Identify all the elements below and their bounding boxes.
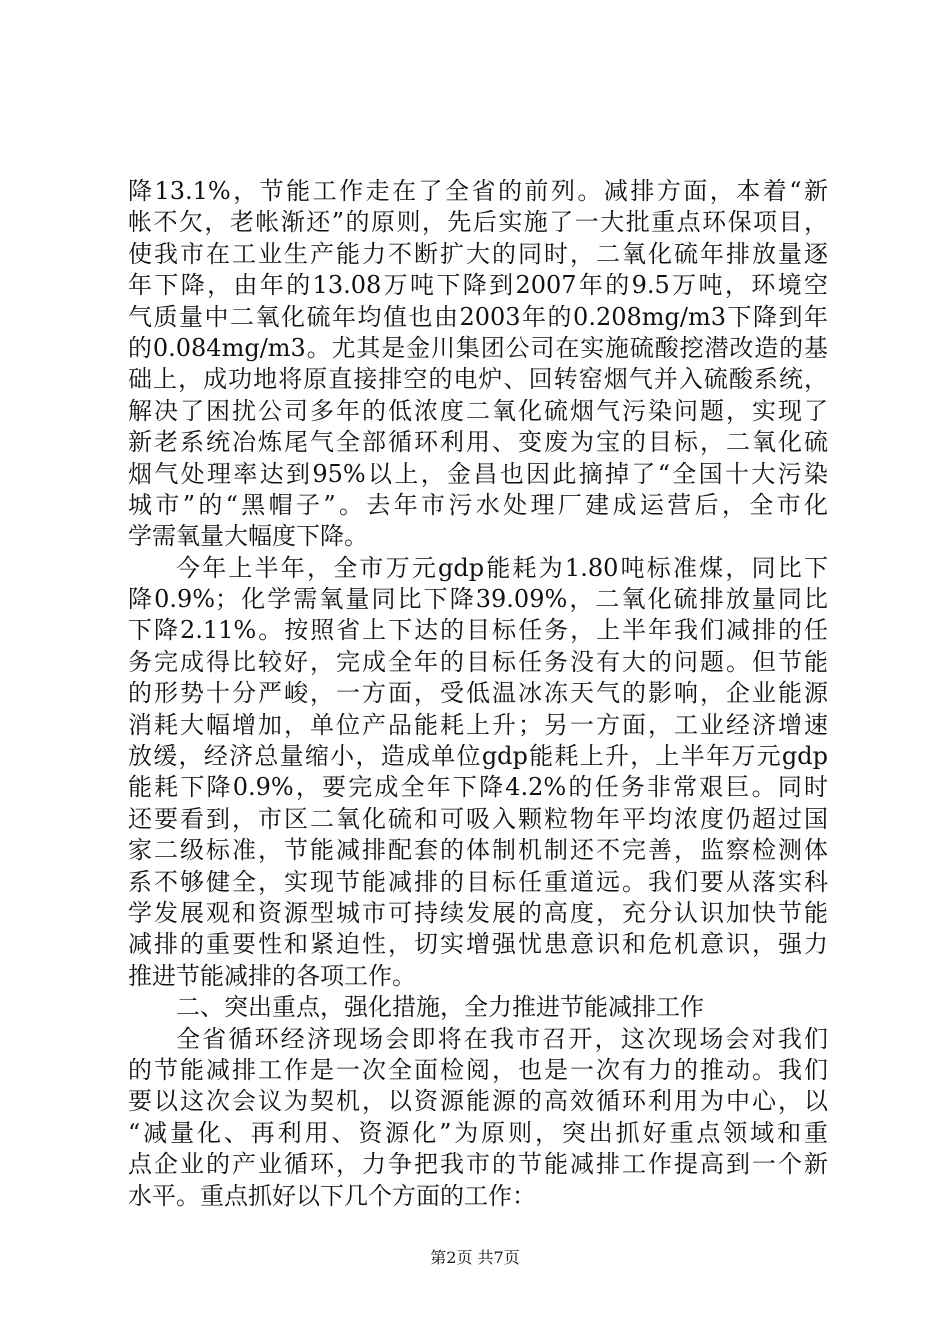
text-line: 城市”的“黑帽子”。去年市污水处理厂建成运营后，全市化 [128, 490, 828, 519]
text-line: 下降2.11%。按照省上下达的目标任务，上半年我们减排的任 [128, 616, 828, 645]
text-line: 础上，成功地将原直接排空的电炉、回转窑烟气并入硫酸系统， [128, 365, 828, 394]
text-line: 系不够健全，实现节能减排的目标任重道远。我们要从落实科 [128, 867, 828, 896]
text-line: 推进节能减排的各项工作。 [128, 961, 416, 990]
text-line: 帐不欠，老帐渐还”的原则，先后实施了一大批重点环保项目， [128, 208, 828, 237]
text-line: 务完成得比较好，完成全年的目标任务没有大的问题。但节能 [128, 647, 828, 676]
text-line: 减排的重要性和紧迫性，切实增强忧患意识和危机意识，强力 [128, 930, 828, 959]
text-line: 今年上半年，全市万元gdp能耗为1.80吨标准煤，同比下 [176, 553, 828, 582]
text-line: 全省循环经济现场会即将在我市召开，这次现场会对我们 [176, 1024, 828, 1053]
text-line: 年下降，由年的13.08万吨下降到2007年的9.5万吨，环境空 [128, 271, 828, 300]
text-line: 烟气处理率达到95%以上，金昌也因此摘掉了“全国十大污染 [128, 459, 828, 488]
text-line: 气质量中二氧化硫年均值也由2003年的0.208mg/m3下降到年 [128, 302, 828, 331]
text-line: 学发展观和资源型城市可持续发展的高度，充分认识加快节能 [128, 898, 828, 927]
text-line: 降0.9%；化学需氧量同比下降39.09%，二氧化硫排放量同比 [128, 585, 828, 614]
text-line: 学需氧量大幅度下降。 [128, 522, 368, 551]
text-line: 能耗下降0.9%，要完成全年下降4.2%的任务非常艰巨。同时 [128, 773, 828, 802]
text-line: 的形势十分严峻，一方面，受低温冰冻天气的影响，企业能源 [128, 679, 828, 708]
text-line: 消耗大幅增加，单位产品能耗上升；另一方面，工业经济增速 [128, 710, 828, 739]
text-line: 使我市在工业生产能力不断扩大的同时，二氧化硫年排放量逐 [128, 239, 828, 268]
text-line: 新老系统冶炼尾气全部循环利用、变废为宝的目标，二氧化硫 [128, 428, 828, 457]
text-line: 还要看到，市区二氧化硫和可吸入颗粒物年平均浓度仍超过国 [128, 804, 828, 833]
page-number-footer: 第2页 共7页 [430, 1248, 520, 1267]
text-line: 放缓，经济总量缩小，造成单位gdp能耗上升，上半年万元gdp [128, 742, 828, 771]
text-line: 要以这次会议为契机，以资源能源的高效循环利用为中心，以 [128, 1087, 828, 1116]
text-line: 水平。重点抓好以下几个方面的工作： [128, 1181, 536, 1210]
text-line: 家二级标准，节能减排配套的体制机制还不完善，监察检测体 [128, 836, 828, 865]
text-line: 的0.084mg/m3。尤其是金川集团公司在实施硫酸挖潜改造的基 [128, 333, 828, 362]
text-line: 降13.1%，节能工作走在了全省的前列。减排方面，本着“新 [128, 177, 828, 205]
text-line: 点企业的产业循环，力争把我市的节能减排工作提高到一个新 [128, 1150, 828, 1179]
document-body [128, 176, 828, 1212]
text-line: 解决了困扰公司多年的低浓度二氧化硫烟气污染问题，实现了 [128, 396, 828, 425]
text-line: 二、突出重点，强化措施，全力推进节能减排工作 [176, 993, 704, 1022]
text-line: “减量化、再利用、资源化”为原则，突出抓好重点领域和重 [128, 1118, 828, 1147]
text-line: 的节能减排工作是一次全面检阅，也是一次有力的推动。我们 [128, 1055, 828, 1084]
